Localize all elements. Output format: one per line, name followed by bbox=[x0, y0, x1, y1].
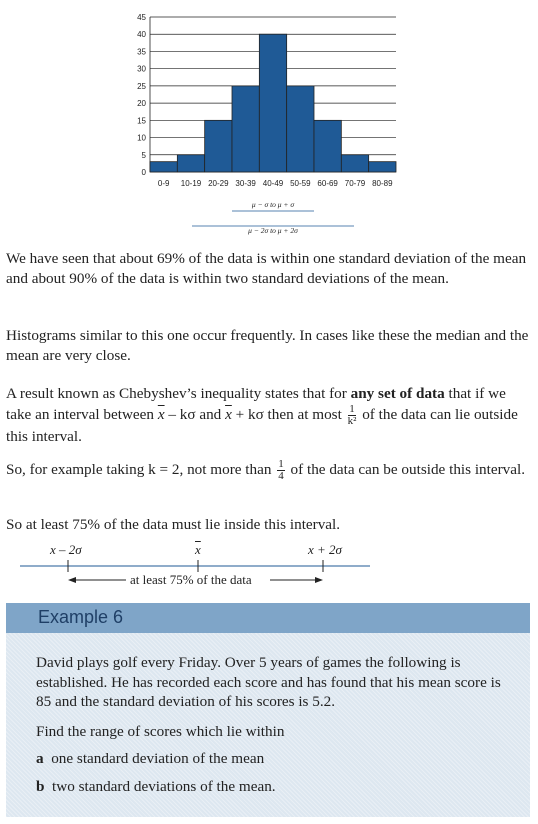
interval-caption: at least 75% of the data bbox=[130, 572, 252, 587]
text-segment: of the data can be outside this interval. bbox=[286, 460, 526, 478]
y-tick-label: 0 bbox=[141, 168, 146, 177]
x-tick-label: 50-59 bbox=[290, 179, 311, 188]
arrowhead-right bbox=[315, 577, 323, 583]
histogram-bar bbox=[232, 86, 259, 172]
interval-mid-label: $\overline{x}$ bbox=[195, 542, 201, 557]
example-box bbox=[6, 603, 530, 817]
text-segment: that if we take an interval between bbox=[6, 385, 506, 423]
histogram-bar bbox=[150, 162, 177, 172]
histogram-bar bbox=[287, 86, 314, 172]
text-segment: – kσ and bbox=[164, 405, 226, 423]
denominator: k² bbox=[347, 414, 357, 427]
paragraph-histograms: Histograms similar to this one occur frequently. In cases like these the median and the mean are very close. bbox=[6, 327, 529, 364]
numerator: 1 bbox=[349, 402, 355, 415]
x-tick-label: 60-69 bbox=[317, 179, 338, 188]
histogram-bar bbox=[205, 120, 232, 172]
example-text: David plays golf every Friday. Over 5 years of games the following is established. He has recorded each score and has found that his mean score is 85 and the standard deviation of his scores is 5.2. bbox=[36, 654, 501, 710]
text-segment: So, for example taking k = 2, not more than bbox=[6, 460, 276, 478]
y-tick-label: 10 bbox=[137, 133, 146, 143]
arrowhead-left bbox=[68, 577, 76, 583]
annotation-2sd: μ − 2σ to μ + 2σ bbox=[248, 226, 298, 235]
histogram-bar bbox=[314, 120, 341, 172]
x-tick-label: 10-19 bbox=[180, 179, 202, 188]
interval-right-label: x + 2σ bbox=[308, 542, 342, 557]
histogram-bar bbox=[341, 155, 368, 172]
x-tick-label: 0-9 bbox=[157, 179, 170, 188]
y-tick-label: 5 bbox=[141, 150, 146, 160]
example-header bbox=[6, 603, 530, 633]
example-part-b bbox=[36, 777, 516, 797]
y-tick-label: 40 bbox=[137, 30, 146, 40]
annotation-1sd: μ − σ to μ + σ bbox=[251, 200, 295, 209]
x-tick-label: 20-29 bbox=[208, 179, 229, 188]
text-segment: + kσ then at most bbox=[231, 405, 346, 423]
example-part-a bbox=[36, 749, 516, 769]
histogram-bar bbox=[259, 34, 286, 172]
paragraph-chebyshev bbox=[6, 384, 531, 446]
example-title: Example 6 bbox=[38, 607, 124, 627]
x-tick-label: 80-89 bbox=[372, 179, 393, 188]
part-label: a bbox=[36, 750, 44, 767]
y-tick-label: 15 bbox=[137, 116, 146, 126]
y-tick-label: 35 bbox=[137, 47, 146, 57]
paragraph-75: So at least 75% of the data must lie inside this interval. bbox=[6, 516, 341, 533]
paragraph-k2 bbox=[6, 459, 531, 482]
example-question: Find the range of scores which lie within bbox=[36, 723, 285, 740]
histogram-bar bbox=[369, 162, 396, 172]
interval-left-label: x – 2σ bbox=[50, 542, 82, 557]
xbar-symbol: $\overline{x}$ bbox=[225, 405, 232, 423]
bold-phrase: any set of data bbox=[350, 385, 445, 402]
paragraph-69-90: We have seen that about 69% of the data is within one standard deviation of the mean and about 90% of the data is within two standard deviations of the mean. bbox=[6, 250, 527, 287]
y-tick-label: 30 bbox=[137, 64, 146, 74]
example-body bbox=[6, 633, 530, 817]
y-tick-label: 20 bbox=[137, 99, 146, 109]
x-tick-label: 40-49 bbox=[262, 179, 284, 188]
y-tick-label: 25 bbox=[137, 81, 146, 91]
y-tick-label: 45 bbox=[137, 13, 146, 22]
fraction-1-over-4 bbox=[277, 459, 285, 482]
interval-diagram bbox=[0, 540, 538, 592]
numerator: 1 bbox=[278, 458, 284, 470]
x-tick-label: 70-79 bbox=[344, 179, 366, 188]
part-label: b bbox=[36, 778, 45, 795]
denominator: 4 bbox=[278, 470, 284, 482]
part-text: two standard deviations of the mean. bbox=[52, 778, 276, 795]
histogram bbox=[0, 0, 538, 240]
text-segment: of the data can lie outside this interval. bbox=[6, 405, 518, 445]
histogram-svg bbox=[0, 0, 538, 240]
x-tick-label: 30-39 bbox=[235, 179, 256, 188]
text-segment: A result known as Chebyshev’s inequality states that for bbox=[6, 385, 351, 402]
interval-lines bbox=[0, 540, 538, 592]
xbar-symbol: $\overline{x}$ bbox=[157, 405, 165, 423]
part-text: one standard deviation of the mean bbox=[51, 750, 265, 767]
fraction-1-over-k2 bbox=[348, 404, 357, 427]
histogram-bar bbox=[177, 155, 204, 172]
